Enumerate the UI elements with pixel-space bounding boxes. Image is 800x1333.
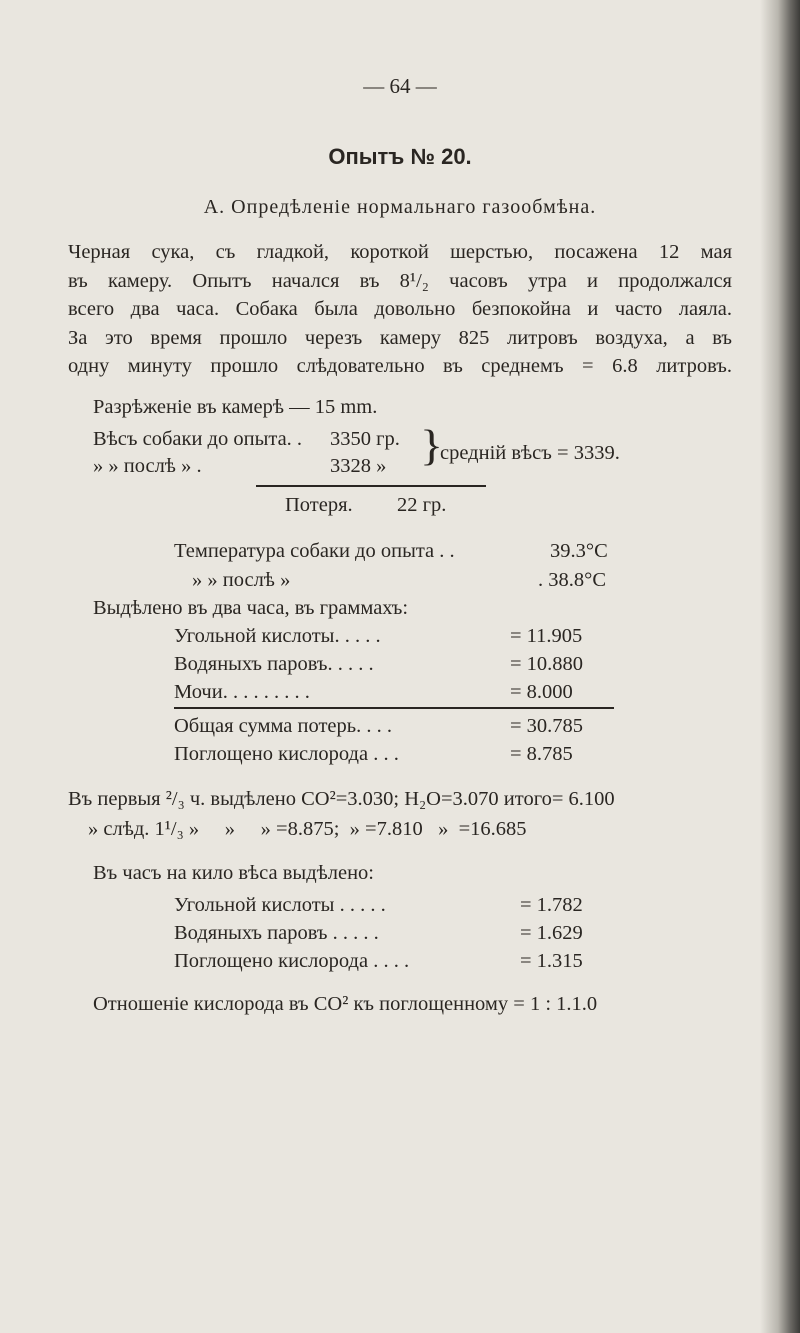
page-number: — 64 —: [363, 74, 437, 98]
mean-weight: средній вѣсъ = 3339.: [440, 442, 620, 464]
temp-before-label: Температура собаки до опыта . .: [174, 540, 455, 562]
hourly-value: = 1.629: [520, 922, 583, 944]
hourly-value: = 1.315: [520, 950, 583, 972]
section-subtitle: А. Опредѣленіе нормальнаго газообмѣна.: [203, 196, 597, 218]
total-value: = 8.785: [510, 743, 573, 765]
intro-paragraph: [68, 238, 732, 381]
intro-line: одну минуту прошло слѣдовательно въ среднемъ = 6.8 литровъ.: [68, 355, 732, 377]
intro-line: въ камеру. Опытъ начался въ 8¹/₂ часовъ утра и продолжался: [68, 269, 732, 292]
hourly-value: = 1.782: [520, 894, 583, 916]
released-value: = 8.000: [510, 681, 573, 703]
intro-line: всего два часа. Собака была довольно безпокойна и часто лаяла.: [68, 298, 732, 320]
released-value: = 10.880: [510, 653, 584, 675]
hourly-label: Водяныхъ паровъ . . . . .: [174, 922, 379, 944]
right-brace: }: [420, 421, 444, 470]
released-heading: Выдѣлено въ два часа, въ граммахъ:: [93, 597, 409, 619]
released-value: = 11.905: [510, 625, 583, 647]
experiment-title: Опытъ № 20.: [328, 144, 472, 169]
weight-before-label: Вѣсъ собаки до опыта. .: [93, 428, 303, 450]
ratio-line: Отношеніе кислорода въ CO² къ поглощенному = 1 : 1.1.0: [93, 993, 598, 1015]
hourly-label: Угольной кислоты . . . . .: [174, 894, 386, 916]
divider: [174, 707, 614, 709]
weight-after-value: 3328 »: [330, 455, 387, 477]
page-binding-shadow: [760, 0, 800, 1333]
weight-before-value: 3350 гр.: [330, 428, 400, 450]
period-line: Въ первыя ²/₃ ч. выдѣлено CO²=3.030; H₂O=3.070 итого= 6.100: [68, 788, 615, 810]
intro-line: Черная сука, съ гладкой, короткой шерстью, посажена 12 мая: [68, 241, 732, 263]
loss-label: Потеря.: [285, 494, 353, 516]
period-line: » слѣд. 1¹/₃ » » » =8.875; » =7.810 » =16.685: [88, 818, 527, 840]
divider: [256, 485, 486, 487]
released-label: Угольной кислоты. . . . .: [174, 625, 381, 647]
total-label: Поглощено кислорода . . .: [174, 743, 399, 765]
hourly-heading: Въ часъ на кило вѣса выдѣлено:: [93, 862, 375, 884]
total-label: Общая сумма потерь. . . .: [174, 715, 392, 737]
loss-value: 22 гр.: [397, 494, 447, 516]
total-value: = 30.785: [510, 715, 584, 737]
released-label: Водяныхъ паровъ. . . . .: [174, 653, 374, 675]
released-label: Мочи. . . . . . . . .: [174, 681, 310, 703]
intro-line: За это время прошло черезъ камеру 825 литровъ воздуха, а въ: [68, 326, 732, 349]
pressure-line: Разрѣженіе въ камерѣ — 15 mm.: [93, 396, 378, 418]
hourly-label: Поглощено кислорода . . . .: [174, 950, 410, 972]
temp-after-value: . 38.8°C: [538, 569, 606, 591]
weight-after-label: » » послѣ » .: [93, 455, 202, 477]
temp-before-value: 39.3°C: [550, 540, 608, 562]
temp-after-label: » » послѣ »: [192, 569, 291, 591]
